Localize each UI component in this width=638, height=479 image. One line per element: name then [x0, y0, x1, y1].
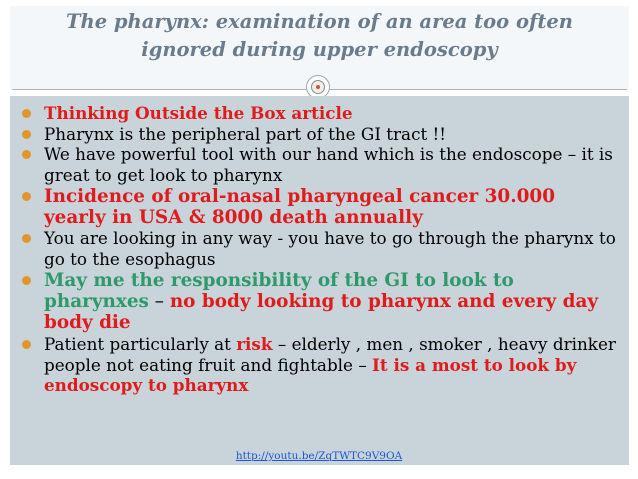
- bullet-text: – elderly , men , smoker , heavy drinker people not eating fruit and fightable –: [44, 334, 616, 375]
- bullet-item: [18, 144, 618, 185]
- bullet-item: [18, 186, 618, 228]
- bullet-text-highlight: May me the responsibility of the GI to look to pharynxes: [44, 270, 514, 312]
- bullet-text-emphasis: It is a most to look by endoscopy to pharynx: [44, 354, 577, 395]
- bullet-text: Pharynx is the peripheral part of the GI tract !!: [44, 123, 447, 144]
- bullet-item: [18, 270, 618, 333]
- bullet-text: You are looking in any way - you have to go through the pharynx to go to the esophagus: [44, 228, 616, 269]
- bullet-item: [18, 228, 618, 269]
- title-line-2: ignored during upper endoscopy: [141, 38, 498, 61]
- bullet-text-separator: –: [148, 291, 170, 312]
- bullet-item: [18, 334, 618, 396]
- bullet-text-emphasis: risk: [236, 334, 273, 354]
- bullet-text: Patient particularly at: [44, 334, 237, 354]
- bullet-text: Incidence of oral-nasal pharyngeal cancer 30.000 yearly in USA & 8000 death annually: [44, 186, 556, 228]
- bullet-text: Thinking Outside the Box article: [44, 103, 353, 123]
- title-line-1: The pharynx: examination of an area too often: [66, 10, 573, 33]
- video-link[interactable]: http://youtu.be/ZqTWTC9V9OA: [235, 450, 403, 462]
- bullet-item: [18, 103, 618, 124]
- bullet-text: We have powerful tool with our hand which is the endoscope – it is great to get look to pharynx: [44, 144, 613, 185]
- bullet-item: [18, 124, 618, 145]
- slide-title: [10, 8, 629, 64]
- bullet-text-emphasis: no body looking to pharynx and every day body die: [44, 291, 599, 333]
- bullet-list: [18, 103, 618, 396]
